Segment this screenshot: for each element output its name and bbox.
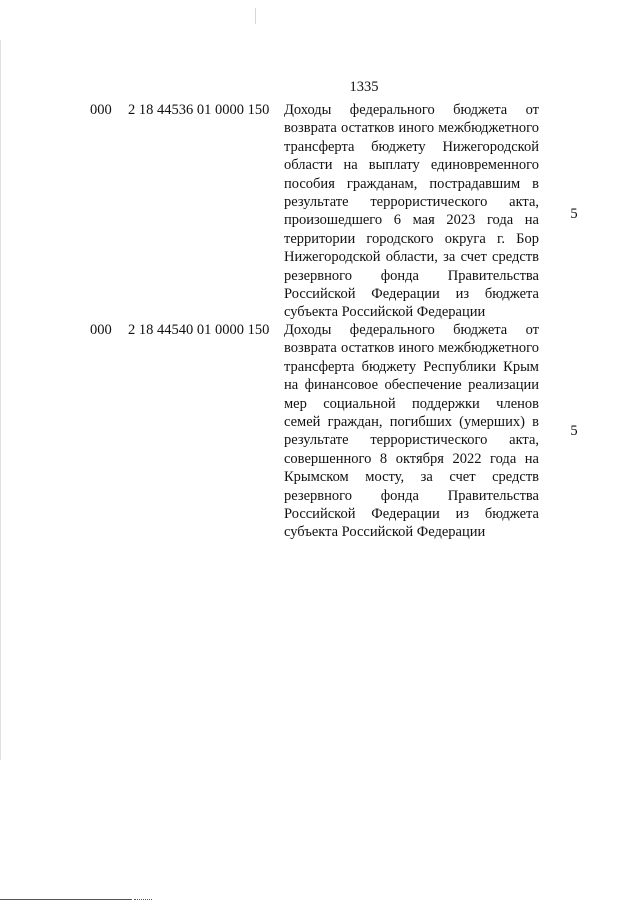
footer-rule [0,899,132,900]
admin-code: 000 [90,102,112,118]
income-classification-code: 2 18 44536 01 0000 150 [128,102,270,118]
income-classification-code: 2 18 44540 01 0000 150 [128,322,270,338]
norm-value: 5 [570,423,578,439]
income-description: Доходы федерального бюджета от возврата остатков иного межбюджетного трансферта бюджету Нижегородской области на выплату единовременного пособия гражданам, пострадавшим в результате террористического акта, произошедшего 6 мая 2023 года на территории городского округа г. Бор Нижегородской области, за счет средств резервного фонда Правительства Российской Федерации из бюджета субъекта Российской Федерации [284,102,539,321]
scan-artifact-mark [255,8,256,24]
income-description: Доходы федерального бюджета от возврата остатков иного межбюджетного трансферта бюджету Республики Крым на финансовое обеспечение реализации мер социальной поддержки членов семей граждан, погибших (умерших) в результате террористического акта, совершенного 8 октября 2022 года на Крымском мосту, за счет средств резервного фонда Правительства Российской Федерации из бюджета субъекта Российской Федерации [284,322,539,541]
admin-code: 000 [90,322,112,338]
scan-edge-line [0,40,1,760]
page-number: 1335 [349,79,379,95]
norm-value: 5 [570,206,578,222]
footer-dotted-rule [134,899,152,901]
